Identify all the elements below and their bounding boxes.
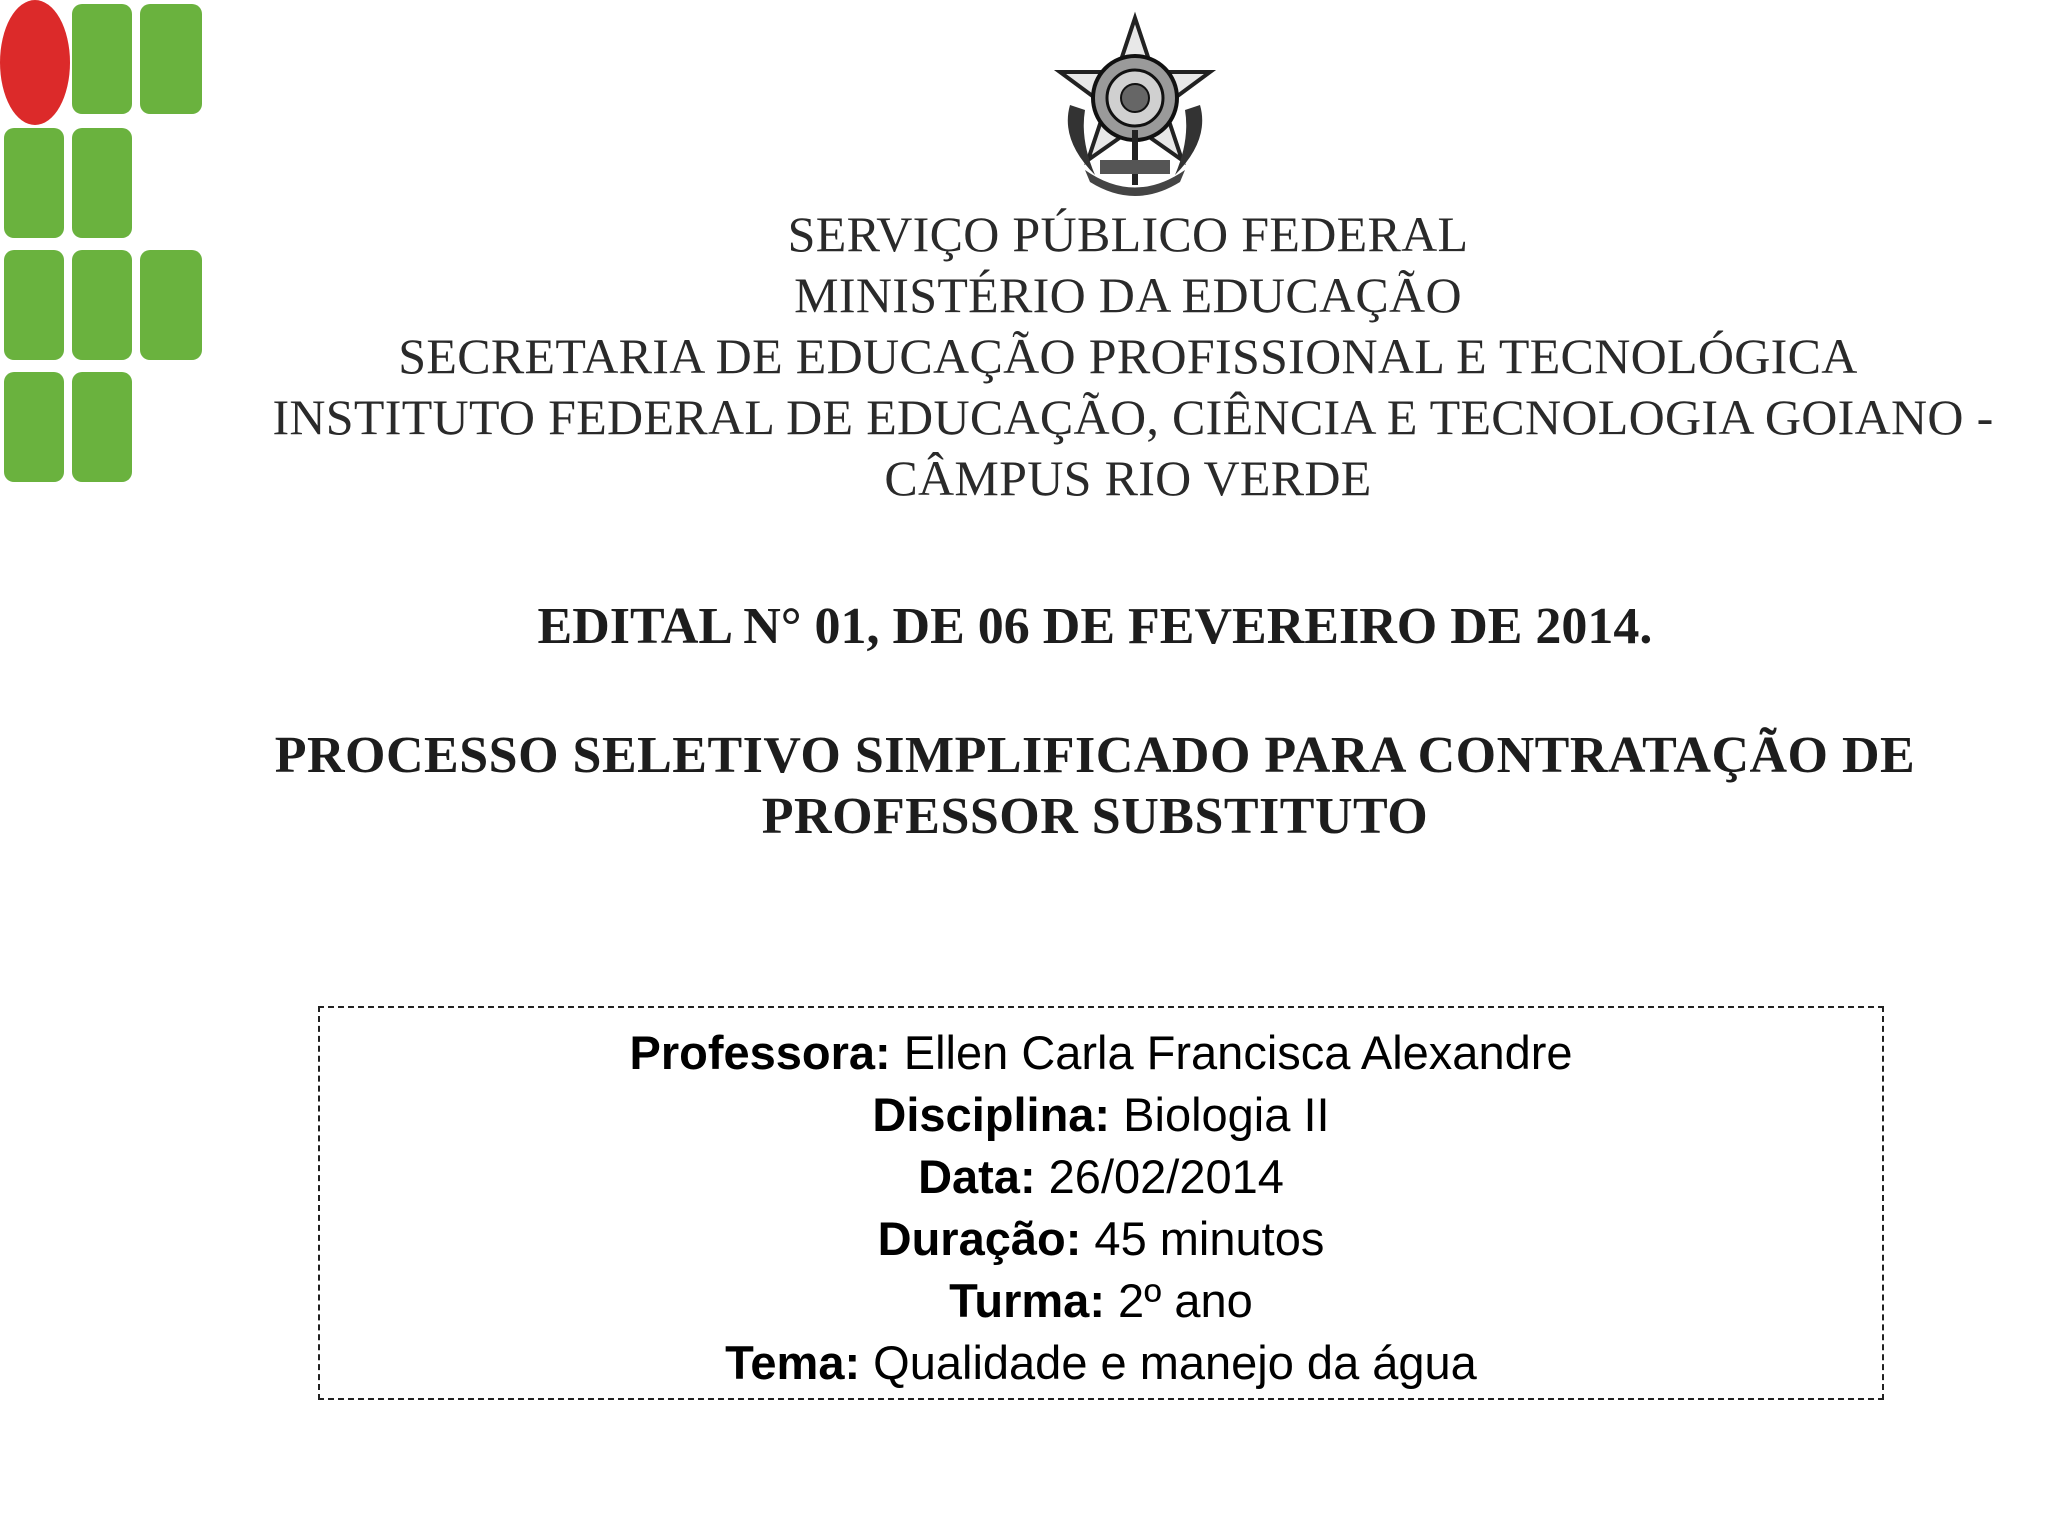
info-label: Professora: — [629, 1026, 891, 1079]
info-discipline — [320, 1084, 1882, 1146]
brazil-coat-of-arms-icon — [1040, 10, 1230, 205]
info-value: Qualidade e manejo da água — [860, 1336, 1477, 1389]
info-label: Disciplina: — [872, 1088, 1111, 1141]
info-value: 26/02/2014 — [1035, 1150, 1284, 1203]
header-line-ministry: MINISTÉRIO DA EDUCAÇÃO — [794, 267, 1462, 323]
header-line-secretariat: SECRETARIA DE EDUCAÇÃO PROFISSIONAL E TECNOLÓGICA — [398, 328, 1858, 384]
selection-process-title-line2: PROFESSOR SUBSTITUTO — [761, 788, 1429, 845]
info-label: Turma: — [949, 1274, 1105, 1327]
info-duration — [320, 1208, 1882, 1270]
selection-process-title-line1: PROCESSO SELETIVO SIMPLIFICADO PARA CONTRATAÇÃO DE — [274, 727, 1916, 784]
info-topic — [320, 1332, 1882, 1394]
info-value: Ellen Carla Francisca Alexandre — [890, 1026, 1573, 1079]
info-value: Biologia II — [1110, 1088, 1330, 1141]
info-label: Data: — [918, 1150, 1036, 1203]
logo-red-circle — [0, 0, 70, 125]
info-value: 45 minutos — [1081, 1212, 1325, 1265]
info-class — [320, 1270, 1882, 1332]
info-label: Duração: — [877, 1212, 1082, 1265]
class-info-list — [320, 1022, 1882, 1394]
class-info-box — [318, 1006, 1884, 1400]
header-line-campus: CÂMPUS RIO VERDE — [884, 450, 1372, 506]
header-line-institute: INSTITUTO FEDERAL DE EDUCAÇÃO, CIÊNCIA E TECNOLOGIA GOIANO - — [272, 389, 1994, 445]
info-date — [320, 1146, 1882, 1208]
info-label: Tema: — [725, 1336, 861, 1389]
header-line-service: SERVIÇO PÚBLICO FEDERAL — [787, 206, 1469, 262]
info-teacher — [320, 1022, 1882, 1084]
info-value: 2º ano — [1104, 1274, 1253, 1327]
logo-square — [72, 4, 132, 114]
logo-square — [140, 4, 202, 114]
edital-title: EDITAL N° 01, DE 06 DE FEVEREIRO DE 2014. — [537, 598, 1653, 655]
